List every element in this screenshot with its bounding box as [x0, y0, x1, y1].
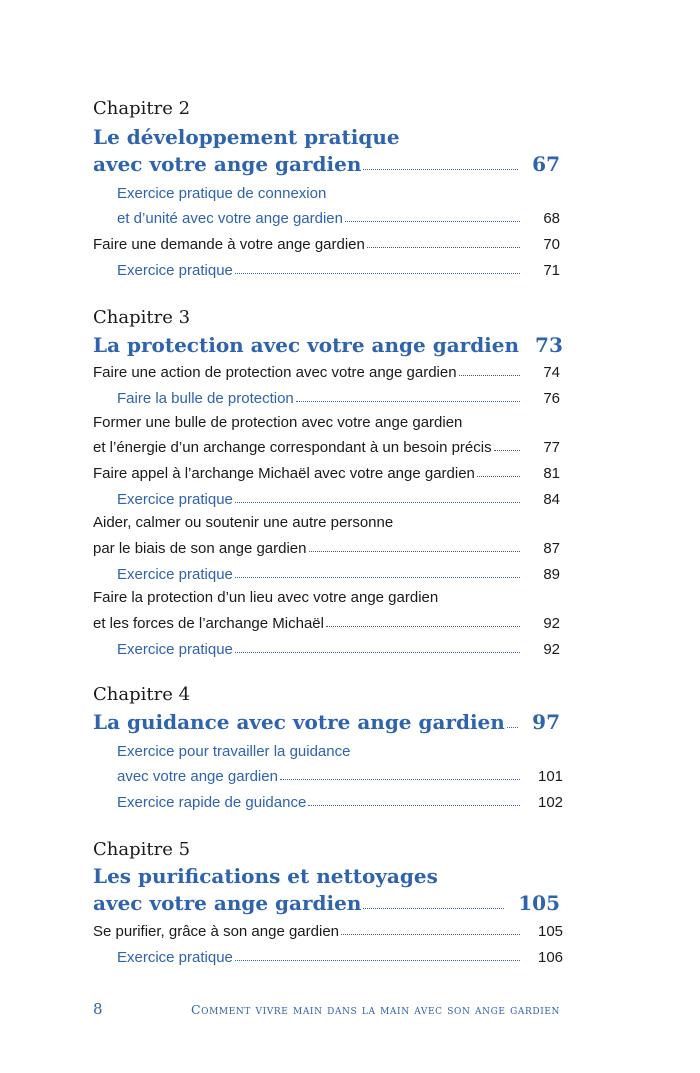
toc-entry[interactable]: Faire une demande à votre ange gardien 70 [93, 236, 560, 253]
chapter-2-label: Chapitre 2 [93, 98, 191, 119]
toc-entry[interactable]: Faire une action de protection avec votre ange gardien 74 [93, 364, 560, 381]
toc-entry[interactable]: et les forces de l’archange Michaël 92 [93, 615, 560, 632]
dot-leader [363, 908, 504, 909]
entry-line1[interactable]: Faire la protection d’un lieu avec votre ange gardien [93, 589, 439, 606]
chapter-4-page: 97 [532, 710, 560, 734]
entry-line1[interactable]: Exercice pratique de connexion [117, 185, 327, 202]
chapter-3-title: La protection avec votre ange gardien [93, 333, 520, 357]
chapter-3-title-row[interactable] [93, 329, 563, 357]
chapter-5-title-line2: avec votre ange gardien [93, 891, 362, 915]
chapter-3-label: Chapitre 3 [93, 307, 191, 328]
footer-page-number: 8 [93, 1000, 103, 1018]
entry-line1[interactable]: Aider, calmer ou soutenir une autre personne [93, 514, 394, 531]
chapter-4-title: La guidance avec votre ange gardien [93, 710, 505, 734]
chapter-5-label: Chapitre 5 [93, 839, 191, 860]
chapter-5-page: 105 [518, 891, 560, 915]
dot-leader [507, 727, 518, 728]
chapter-4-title-row[interactable] [93, 706, 560, 734]
toc-entry[interactable]: Exercice pratique 106 [117, 949, 564, 966]
chapter-2-title-line2: avec votre ange gardien [93, 152, 362, 176]
chapter-5-title-row[interactable] [93, 887, 560, 915]
chapter-3-page: 73 [535, 333, 563, 357]
toc-entry[interactable]: et l’énergie d’un archange correspondant à un besoin précis 77 [93, 439, 560, 456]
chapter-2-title-line1: Le développement pratique [93, 125, 400, 149]
toc-entry[interactable]: Exercice pratique 71 [117, 262, 560, 279]
chapter-2-title-row[interactable] [93, 148, 560, 176]
toc-entry[interactable]: par le biais de son ange gardien 87 [93, 540, 560, 557]
toc-entry[interactable]: Exercice pratique 92 [117, 641, 560, 658]
entry-line1[interactable]: Former une bulle de protection avec votre ange gardien [93, 414, 463, 431]
footer-book-title: Comment vivre main dans la main avec son ange gardien [190, 1002, 560, 1017]
toc-entry[interactable]: Se purifier, grâce à son ange gardien 105 [93, 923, 564, 940]
toc-entry[interactable]: Exercice pratique 84 [117, 491, 560, 508]
toc-entry[interactable]: Faire la bulle de protection 76 [117, 390, 560, 407]
toc-entry[interactable]: avec votre ange gardien 101 [117, 768, 564, 785]
chapter-5-title-line1: Les purifications et nettoyages [93, 864, 438, 888]
toc-entry[interactable]: et d’unité avec votre ange gardien 68 [117, 210, 560, 227]
dot-leader [363, 169, 518, 170]
chapter-4-label: Chapitre 4 [93, 684, 191, 705]
entry-line1[interactable]: Exercice pour travailler la guidance [117, 743, 351, 760]
chapter-2-page: 67 [532, 152, 560, 176]
toc-entry[interactable]: Exercice rapide de guidance 102 [117, 794, 564, 811]
toc-entry[interactable]: Exercice pratique 89 [117, 566, 560, 583]
toc-entry[interactable]: Faire appel à l’archange Michaël avec votre ange gardien 81 [93, 465, 560, 482]
